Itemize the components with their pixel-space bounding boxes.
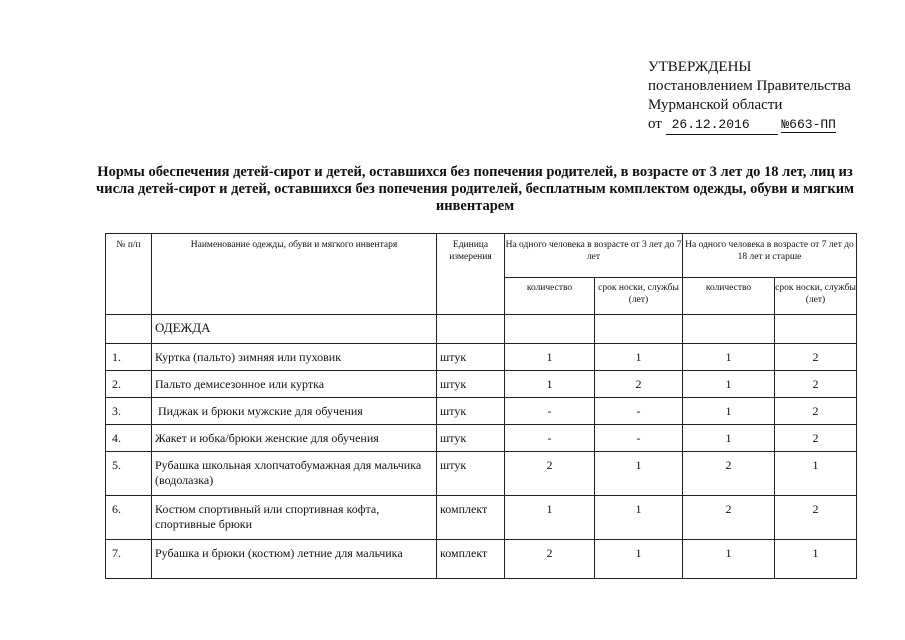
row-unit: штук: [437, 344, 505, 371]
approval-block: [648, 58, 851, 135]
header-unit: Единица измерения: [437, 234, 505, 315]
row-qty-1: 1: [505, 371, 595, 398]
row-num: 2.: [106, 371, 152, 398]
row-qty-2: 1: [683, 425, 775, 452]
row-unit: штук: [437, 425, 505, 452]
section-title: ОДЕЖДА: [152, 315, 437, 344]
row-term-2: 1: [775, 540, 857, 579]
approval-date-line: [648, 115, 851, 135]
table-row: [106, 344, 857, 371]
header-num: № п/п: [106, 234, 152, 315]
approval-number: №663-ПП: [781, 117, 836, 132]
row-name: Куртка (пальто) зимняя или пуховик: [152, 344, 437, 371]
section-row: [106, 315, 857, 344]
row-unit: штук: [437, 452, 505, 496]
row-name: Пальто демисезонное или куртка: [152, 371, 437, 398]
row-term-2: 2: [775, 398, 857, 425]
row-name: Рубашка школьная хлопчатобумажная для мальчика (водолазка): [152, 452, 437, 496]
row-name: Пиджак и брюки мужские для обучения: [152, 398, 437, 425]
row-num: 3.: [106, 398, 152, 425]
header-name: Наименование одежды, обуви и мягкого инвентаря: [152, 234, 437, 315]
row-term-1: 1: [595, 540, 683, 579]
row-qty-2: 1: [683, 371, 775, 398]
row-term-2: 2: [775, 496, 857, 540]
row-qty-1: 2: [505, 452, 595, 496]
row-qty-1: 1: [505, 496, 595, 540]
row-term-1: 1: [595, 344, 683, 371]
approval-date: 26.12.2016: [666, 115, 778, 135]
row-qty-1: -: [505, 398, 595, 425]
row-name: Костюм спортивный или спортивная кофта, спортивные брюки: [152, 496, 437, 540]
table-row: [106, 371, 857, 398]
row-name: Рубашка и брюки (костюм) летние для мальчика: [152, 540, 437, 579]
header-group-7-18: На одного человека в возрасте от 7 лет до 18 лет и старше: [683, 234, 857, 278]
row-num: 6.: [106, 496, 152, 540]
row-num: 1.: [106, 344, 152, 371]
row-term-1: 2: [595, 371, 683, 398]
header-group-3-7: На одного человека в возрасте от 3 лет до 7 лет: [505, 234, 683, 278]
row-num: 7.: [106, 540, 152, 579]
row-qty-2: 1: [683, 398, 775, 425]
row-unit: комплект: [437, 496, 505, 540]
document-title: Нормы обеспечения детей-сирот и детей, оставшихся без попечения родителей, в возрасте от 3 лет до 18 лет, лиц из числа детей-сирот и детей, оставшихся без попечения родителей, бесплатным комплектом одежды, обуви и мягким инвентарем: [96, 164, 854, 214]
row-qty-2: 2: [683, 452, 775, 496]
row-qty-2: 1: [683, 344, 775, 371]
row-term-2: 2: [775, 344, 857, 371]
header-term-1: срок носки, службы (лет): [595, 278, 683, 315]
approval-line-2: Мурманской области: [648, 97, 783, 113]
row-unit: штук: [437, 398, 505, 425]
row-qty-1: 1: [505, 344, 595, 371]
norms-table: [105, 233, 857, 579]
row-term-2: 1: [775, 452, 857, 496]
header-qty-2: количество: [683, 278, 775, 315]
table-row: [106, 496, 857, 540]
row-qty-1: -: [505, 425, 595, 452]
header-term-2: срок носки, службы (лет): [775, 278, 857, 315]
row-unit: штук: [437, 371, 505, 398]
approval-line-1: постановлением Правительства: [648, 78, 851, 94]
table-row: [106, 540, 857, 579]
header-qty-1: количество: [505, 278, 595, 315]
approval-title: УТВЕРЖДЕНЫ: [648, 59, 752, 75]
row-qty-2: 2: [683, 496, 775, 540]
table-row: [106, 398, 857, 425]
row-num: 4.: [106, 425, 152, 452]
row-term-1: -: [595, 425, 683, 452]
row-term-1: 1: [595, 496, 683, 540]
row-unit: комплект: [437, 540, 505, 579]
row-term-2: 2: [775, 371, 857, 398]
approval-from-label: от: [648, 116, 662, 132]
row-term-2: 2: [775, 425, 857, 452]
row-num: 5.: [106, 452, 152, 496]
table-row: [106, 425, 857, 452]
row-term-1: 1: [595, 452, 683, 496]
table-row: [106, 452, 857, 496]
row-name: Жакет и юбка/брюки женские для обучения: [152, 425, 437, 452]
row-qty-2: 1: [683, 540, 775, 579]
row-term-1: -: [595, 398, 683, 425]
row-qty-1: 2: [505, 540, 595, 579]
